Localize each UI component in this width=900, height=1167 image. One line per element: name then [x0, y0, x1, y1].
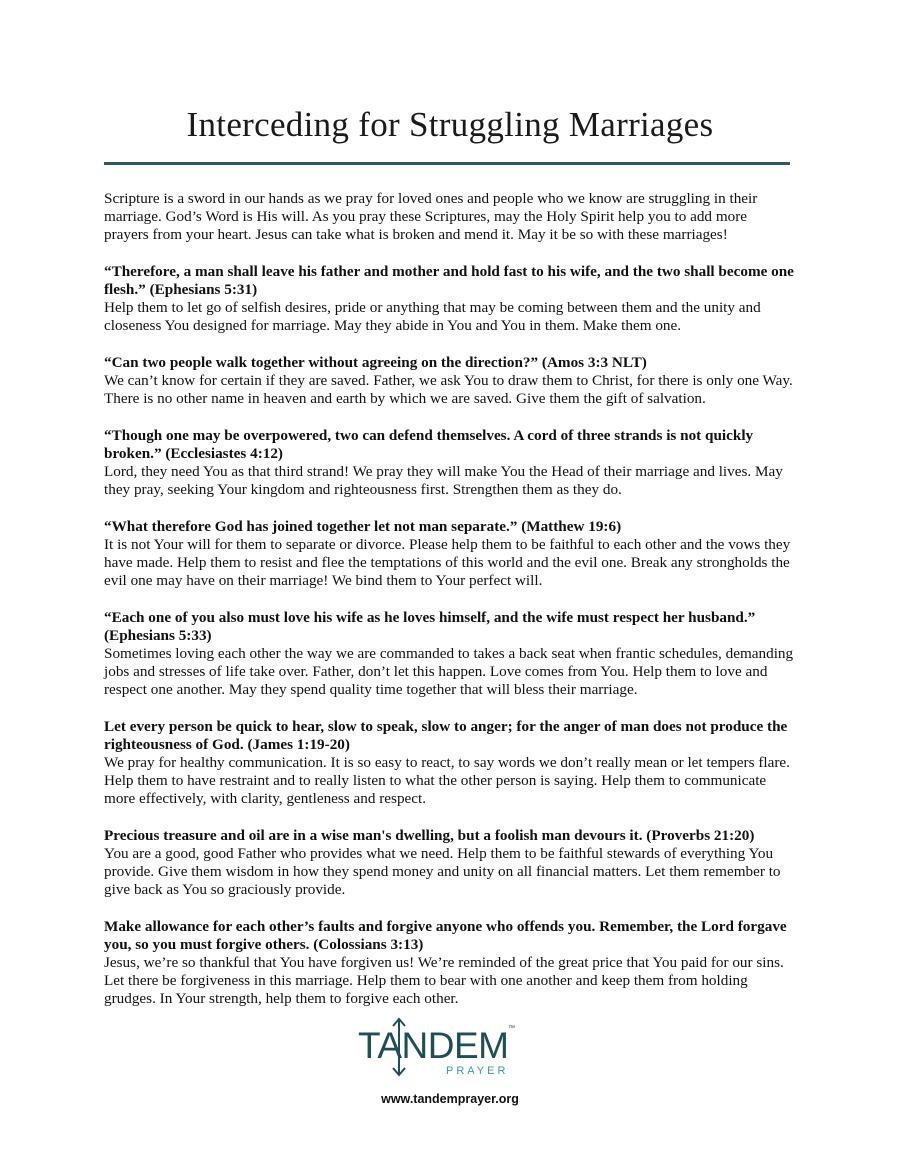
scripture-verse: “Can two people walk together without agreeing on the direction?” (Amos 3:3 NLT) [104, 354, 647, 371]
logo-subword: PRAYER [446, 1065, 509, 1077]
document-body [104, 190, 794, 1027]
page-title: Interceding for Struggling Marriages [186, 105, 714, 144]
scripture-verse: Make allowance for each other’s faults and forgive anyone who offends you. Remember, the Lord forgave you, so you must forgive others. (Colossians 3:13) [104, 918, 787, 953]
footer-website-link[interactable]: www.tandemprayer.org [381, 1092, 519, 1106]
logo-trademark: ™ [508, 1025, 515, 1032]
intro-paragraph: Scripture is a sword in our hands as we pray for loved ones and people who we know are struggling in their marriage. God’s Word is His will. As you pray these Scriptures, may the Holy Spirit help you to add more prayers from your heart. Jesus can take what is broken and mend it. May it be so with these marriages! [104, 190, 758, 243]
tandem-prayer-logo [356, 1016, 546, 1078]
scripture-block [104, 918, 794, 1008]
scripture-block [104, 827, 794, 899]
scripture-block [104, 263, 794, 335]
scripture-verse: “Each one of you also must love his wife as he loves himself, and the wife must respect her husband.” (Ephesians 5:33) [104, 609, 756, 644]
scripture-block [104, 518, 794, 590]
scripture-verse: Let every person be quick to hear, slow to speak, slow to anger; for the anger of man does not produce the righteousness of God. (James 1:19-20) [104, 718, 788, 753]
scripture-block [104, 354, 794, 408]
scripture-verse: “Therefore, a man shall leave his father and mother and hold fast to his wife, and the two shall become one flesh.” (Ephesians 5:31) [104, 263, 794, 298]
prayer-text: We pray for healthy communication. It is so easy to react, to say words we don’t really mean or let tempers flare. Help them to have restraint and to really listen to what the other person is saying. Help them to communicate more effectively, with clarity, gentleness and respect. [104, 754, 790, 807]
scripture-verse: Precious treasure and oil are in a wise man's dwelling, but a foolish man devours it. (Proverbs 21:20) [104, 827, 755, 844]
prayer-text: Help them to let go of selfish desires, pride or anything that may be coming between them and the unity and closeness You designed for marriage. May they abide in You and You in them. Make them one. [104, 299, 761, 334]
scripture-verse: “What therefore God has joined together let not man separate.” (Matthew 19:6) [104, 518, 622, 535]
scripture-verse: “Though one may be overpowered, two can defend themselves. A cord of three strands is not quickly broken.” (Ecclesiastes 4:12) [104, 427, 754, 462]
scripture-block [104, 718, 794, 808]
prayer-text: Lord, they need You as that third strand! We pray they will make You the Head of their marriage and lives. May they pray, seeking Your kingdom and righteousness first. Strengthen them as they do. [104, 463, 783, 498]
prayer-text: We can’t know for certain if they are saved. Father, we ask You to draw them to Christ, for there is only one Way. There is no other name in heaven and earth by which we are saved. Give them the gift of salvation. [104, 372, 793, 407]
title-divider [104, 162, 790, 165]
prayer-text: Jesus, we’re so thankful that You have forgiven us! We’re reminded of the great price that You paid for our sins. Let there be forgiveness in this marriage. Help them to bear with one another and keep them from holding grudges. In Your strength, help them to forgive each other. [104, 954, 784, 1007]
prayer-text: It is not Your will for them to separate or divorce. Please help them to be faithful to each other and the vows they have made. Help them to resist and flee the temptations of this world and the evil one. Break any strongholds the evil one may have on their marriage! We bind them to Your perfect will. [104, 536, 791, 589]
logo-graphic [356, 1016, 546, 1078]
logo-wordmark: TANDEM [358, 1025, 509, 1066]
scripture-block [104, 427, 794, 499]
prayer-text: You are a good, good Father who provides what we need. Help them to be faithful stewards of everything You provide. Give them wisdom in how they spend money and unity on all financial matters. Let them remember to give back as You so graciously provide. [104, 845, 781, 898]
prayer-text: Sometimes loving each other the way we are commanded to takes a back seat when frantic schedules, demanding jobs and stresses of life take over. Father, don’t let this happen. Love comes from You. Help them to love and respect one another. May they spend quality time together that will bless their marriage. [104, 645, 794, 698]
scripture-block [104, 609, 794, 699]
